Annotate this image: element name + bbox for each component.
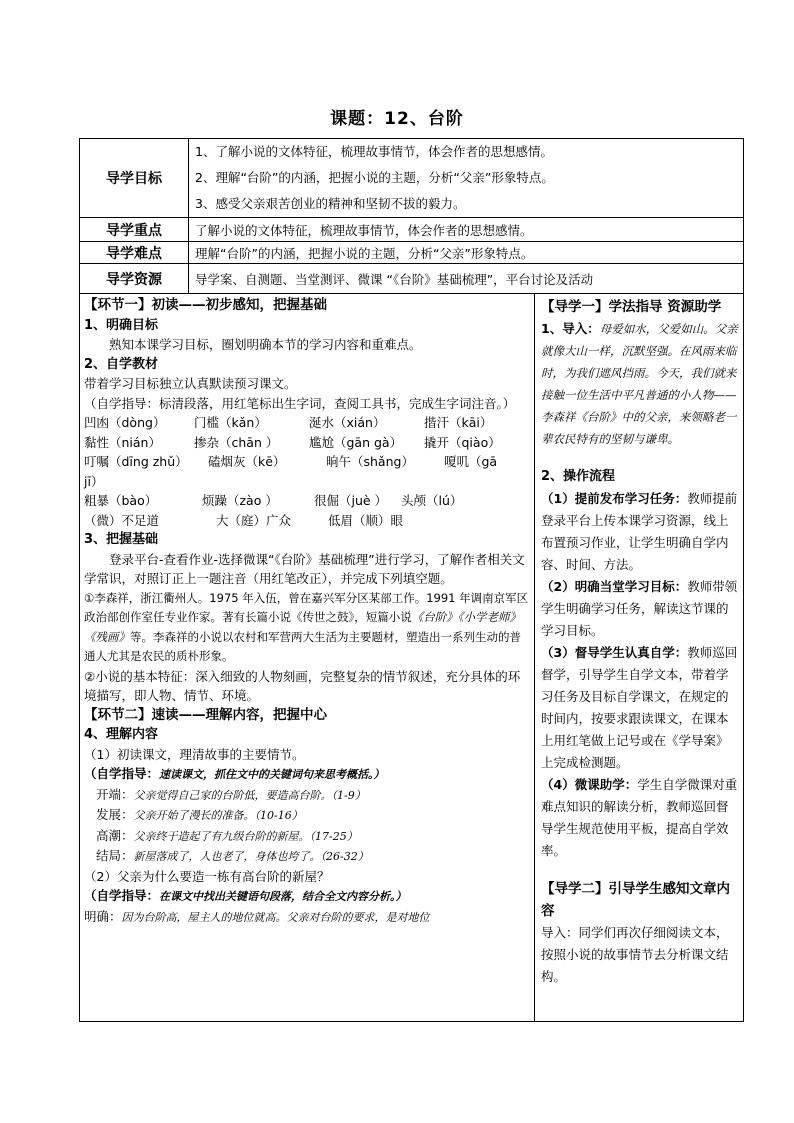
vocab-word: 揩汗（kāi）: [424, 415, 493, 430]
vocab-word: （微）不足道: [84, 512, 160, 528]
vocab-word: 头颅（lú）: [401, 493, 463, 508]
key-label: 导学重点: [80, 218, 189, 242]
p-clarify-goals: 熟知本课学习目标，圈划明确本节的学习内容和重难点。: [109, 337, 422, 352]
vocab-row-2: [84, 433, 530, 453]
vocab-word: 大（庭）广众: [216, 512, 292, 528]
vocab-word: 烦躁（zào ）: [202, 493, 278, 508]
p-self-study-guide: （自学指导：标清段落，用红笔标出生字词，查阅工具书，完成生字词注音。）: [84, 395, 516, 411]
vocab-word: 嗄叽（gā: [444, 454, 498, 469]
p-self-study: 带着学习目标独立认真默读预习课文。: [84, 376, 297, 391]
vocab-word: 撬开（qiào）: [424, 434, 501, 450]
h-self-study: 2、自学教材: [84, 356, 159, 372]
goals-cell: [189, 139, 744, 218]
h-clarify-goals: 1、明确目标: [84, 317, 159, 333]
vocab-word: 涎水（xián）: [309, 415, 386, 430]
left-column: [84, 296, 530, 927]
section1-heading: 【环节一】初读——初步感知，把握基础: [84, 297, 327, 313]
h-procedure: 2、操作流程: [541, 469, 616, 484]
right-column: [541, 296, 740, 988]
question-1: （1）初读课文，理清故事的主要情节。: [84, 746, 305, 762]
h-understand: 4、理解内容: [84, 727, 159, 742]
guide2-lead: 导入：同学们再次仔细阅读文本，按照小说的故事情节去分析课文结构。: [541, 925, 729, 984]
guide-2: （自学指导：在课文中找出关键语句段落，结合全文内容分析。）: [84, 888, 407, 903]
resource-text: 导学案、自测题、当堂测评、微课 “《台阶》基础梳理”，平台讨论及活动: [189, 264, 744, 294]
intro-paragraph: 1、导入：母爱如水，父爱如山。父亲就像大山一样，沉默坚强。在风雨来临时，为我们遮风挡雨。今天，我们就来接触一位生活中平凡普通的小人物——李森祥《台阶》中的父亲，来领略老一辈农民特有的坚韧与谦卑。: [541, 321, 738, 446]
goal-3: 3、感受父亲艰苦创业的精神和坚韧不拔的毅力。: [195, 196, 466, 211]
meta-table: [79, 138, 744, 294]
column-divider: [534, 294, 535, 1022]
plot-climax: 高潮：父亲终于造起了有九级台阶的新屋。（17-25）: [96, 827, 358, 843]
key-text: 了解小说的文体特征，梳理故事情节，体会作者的思想感情。: [189, 218, 744, 242]
guide2-heading: 【导学二】引导学生感知文章内容: [541, 881, 730, 919]
vocab-row-5: [84, 511, 530, 531]
vocab-word: 掺杂（chān ）: [194, 434, 279, 450]
guide-1: （自学指导：速读课文，抓住文中的关键词句来思考概括。）: [84, 766, 385, 781]
resource-label: 导学资源: [80, 264, 189, 294]
vocab-row-3-cont: jī）: [84, 473, 104, 489]
vocab-word: 凹凼（dòng）: [84, 415, 166, 430]
plot-exposition: 开端：父亲觉得自己家的台阶低，要造高台阶。（1-9）: [96, 786, 366, 802]
question-2: （2）父亲为什么要造一栋有高台阶的新屋？: [84, 868, 330, 884]
step-3: （3）督导学生认真自学：教师巡回督学，引导学生自学文本，带着学习任务及目标自学课文，在规定的时间内，按要求跟读课文，在课本上用红笔做上记号或在《学导案》上完成检测题。: [541, 645, 738, 770]
vocab-row-3: [84, 452, 530, 472]
vocab-word: 很倔（juè ）: [314, 493, 388, 508]
h-grasp-basics: 3、把握基础: [84, 532, 159, 547]
vocab-row-1: [84, 413, 530, 433]
vocab-word: 尴尬（gān gà）: [309, 434, 403, 450]
p-novel-features: ②小说的基本特征：深入细致的人物刻画，完整复杂的情节叙述，充分具体的环境描写，即人物、情节、环境。: [84, 668, 521, 703]
step-2: （2）明确当堂学习目标：教师带领学生明确学习任务，解读这节课的学习目标。: [541, 579, 738, 638]
guide1-heading: 【导学一】学法指导 资源助学: [541, 299, 722, 315]
difficulty-label: 导学难点: [80, 242, 189, 264]
plot-ending: 结局：新屋落成了，人也老了，身体也垮了。（26-32）: [96, 848, 369, 863]
step-1: （1）提前发布学习任务：教师提前登录平台上传本课学习资源，线上布置预习作业，让学生明确自学内容、时间、方法。: [541, 491, 738, 572]
vocab-row-4: [84, 491, 530, 511]
answer-2: 明确：因为台阶高，屋主人的地位就高。父亲对台阶的要求，是对地位: [84, 908, 430, 924]
vocab-word: 叮嘱（dīng zhǔ）: [84, 454, 188, 469]
vocab-word: 门槛（kǎn）: [194, 415, 267, 430]
p-platform-steps: 登录平台-查看作业-选择微课“《台阶》基础梳理”进行学习，了解作者相关文学常识，对照订正上一题注音（用红笔改正），并完成下列填空题。: [84, 551, 525, 586]
section2-heading: 【环节二】速读——理解内容，把握中心: [84, 706, 327, 723]
goal-2: 2、理解“台阶”的内涵，把握小说的主题，分析“父亲”形象特点。: [195, 170, 554, 185]
goal-1: 1、了解小说的文体特征，梳理故事情节，体会作者的思想感情。: [195, 144, 553, 159]
vocab-word: 黏性（nián）: [84, 434, 161, 450]
step-4: （4）微课助学：学生自学微课对重难点知识的解读分析，教师巡回督导学生规范使用平板，提高自学效率。: [541, 777, 738, 858]
p-author-info: ①李森祥，浙江衢州人。1975 年入伍，曾在嘉兴军分区某部工作。1991 年调南京军区政治部创作室任专业作家。著有长篇小说《传世之鼓》，短篇小说《台阶》《小学老师》《残画》等。李森祥的小说以农村和军营两大生活为主要题材，塑造出一系列生动的普通人尤其是农民的质朴形象。: [84, 590, 529, 663]
difficulty-text: 理解“台阶”的内涵，把握小说的主题，分析“父亲”形象特点。: [189, 242, 744, 264]
vocab-word: 粗暴（bào）: [84, 493, 158, 508]
page-title: 课题：12、台阶: [330, 109, 464, 129]
vocab-word: 低眉（顺）眼: [328, 512, 404, 528]
goals-label: 导学目标: [80, 139, 189, 218]
vocab-word: 晌午（shǎng）: [326, 454, 414, 469]
plot-development: 发展：父亲开始了漫长的准备。（10-16）: [96, 807, 303, 822]
vocab-word: 磕烟灰（kē）: [208, 454, 286, 469]
